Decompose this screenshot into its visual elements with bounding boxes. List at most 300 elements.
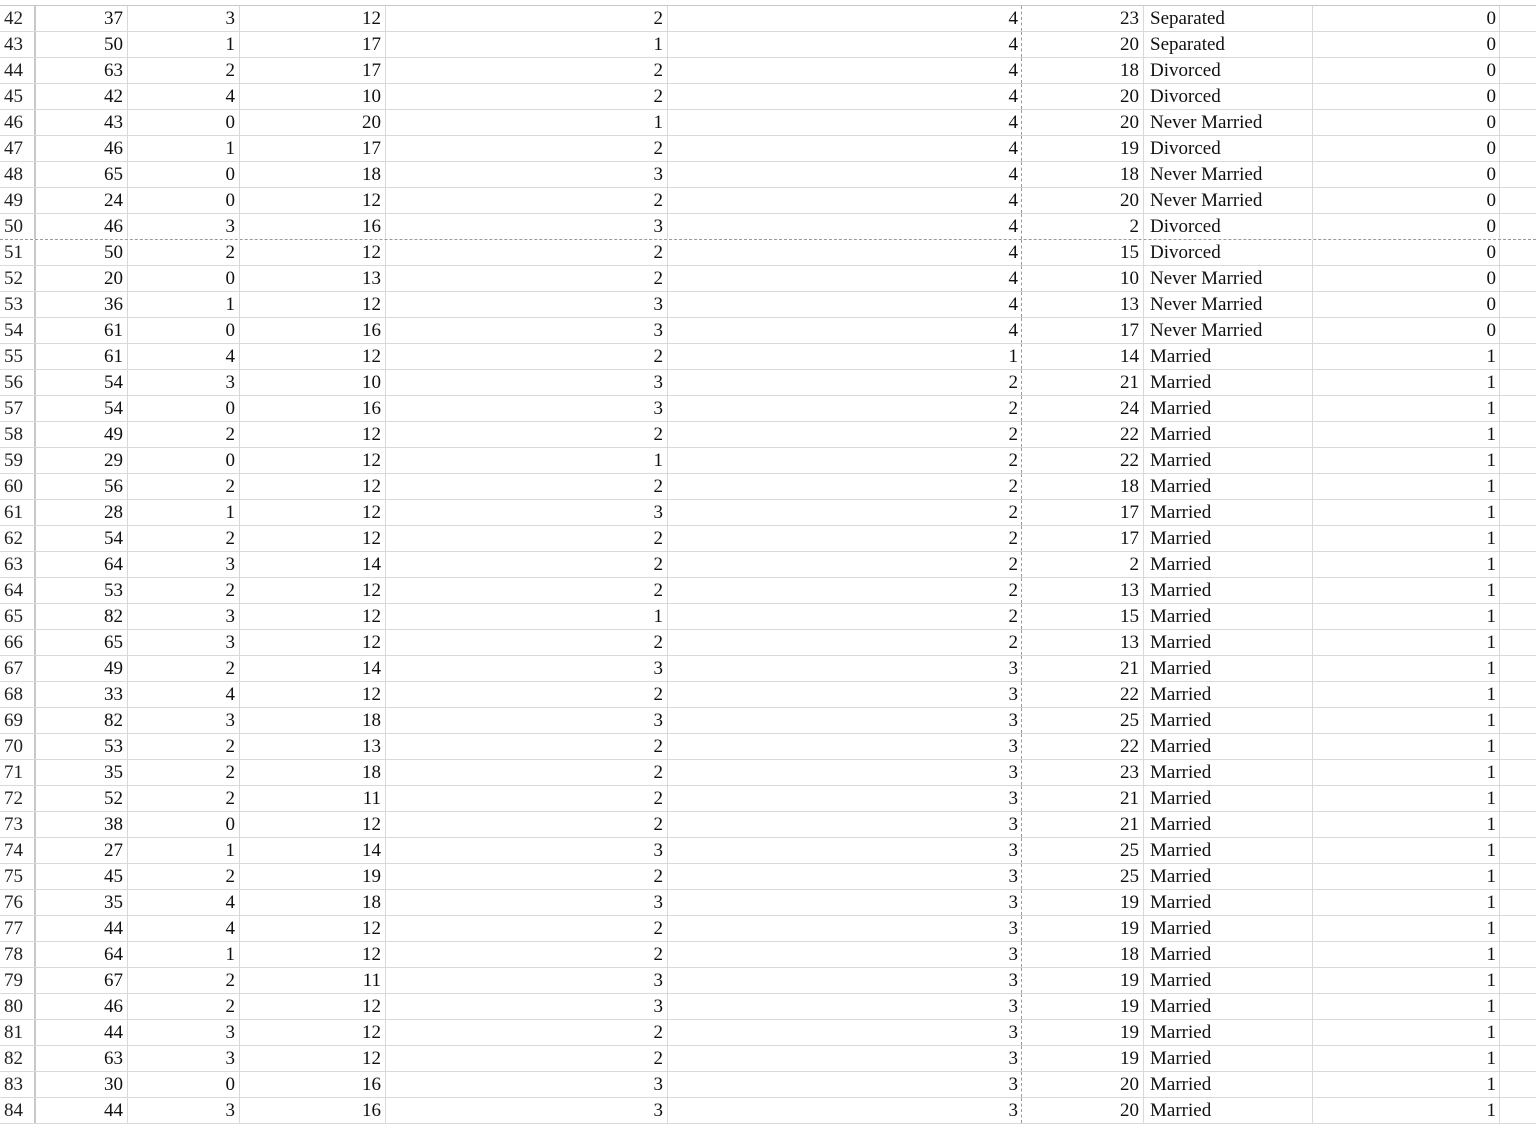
cell-col-b[interactable]: 3 [128,370,240,395]
cell-col-d[interactable]: 3 [386,1098,668,1123]
cell-col-d[interactable]: 2 [386,266,668,291]
cell-col-f[interactable]: 23 [1022,6,1144,31]
row-number-header[interactable]: 83 [0,1072,36,1097]
cell-col-f[interactable]: 15 [1022,604,1144,629]
cell-col-b[interactable]: 1 [128,838,240,863]
cell-col-e[interactable]: 3 [668,1046,1022,1071]
cell-col-b[interactable]: 3 [128,6,240,31]
row-number-header[interactable]: 70 [0,734,36,759]
cell-col-f[interactable]: 13 [1022,292,1144,317]
cell-col-d[interactable]: 3 [386,162,668,187]
cell-col-b[interactable]: 2 [128,422,240,447]
cell-col-d[interactable]: 3 [386,214,668,239]
row-number-header[interactable]: 75 [0,864,36,889]
cell-col-d[interactable]: 3 [386,838,668,863]
cell-col-e[interactable]: 3 [668,812,1022,837]
cell-col-c[interactable]: 18 [240,708,386,733]
cell-col-f[interactable]: 20 [1022,32,1144,57]
cell-col-b[interactable]: 3 [128,1020,240,1045]
cell-col-g[interactable]: Never Married [1144,162,1313,187]
cell-col-a[interactable]: 35 [36,890,128,915]
cell-col-h[interactable]: 1 [1313,786,1500,811]
cell-col-i[interactable] [1500,474,1536,499]
cell-col-g[interactable]: Married [1144,1098,1313,1123]
cell-col-c[interactable]: 18 [240,890,386,915]
cell-col-f[interactable]: 22 [1022,422,1144,447]
cell-col-d[interactable]: 3 [386,318,668,343]
cell-col-d[interactable]: 3 [386,994,668,1019]
cell-col-h[interactable]: 1 [1313,838,1500,863]
cell-col-g[interactable]: Married [1144,474,1313,499]
cell-col-f[interactable]: 20 [1022,1098,1144,1123]
cell-col-i[interactable] [1500,916,1536,941]
cell-col-h[interactable]: 0 [1313,162,1500,187]
cell-col-c[interactable]: 16 [240,318,386,343]
cell-col-c[interactable]: 10 [240,84,386,109]
cell-col-b[interactable]: 3 [128,1098,240,1123]
cell-col-e[interactable]: 3 [668,786,1022,811]
cell-col-b[interactable]: 3 [128,604,240,629]
cell-col-g[interactable]: Married [1144,916,1313,941]
cell-col-d[interactable]: 2 [386,578,668,603]
cell-col-b[interactable]: 2 [128,578,240,603]
cell-col-e[interactable]: 4 [668,6,1022,31]
cell-col-g[interactable]: Never Married [1144,292,1313,317]
cell-col-e[interactable]: 4 [668,84,1022,109]
cell-col-f[interactable]: 13 [1022,630,1144,655]
cell-col-h[interactable]: 0 [1313,32,1500,57]
row-number-header[interactable]: 73 [0,812,36,837]
cell-col-h[interactable]: 1 [1313,968,1500,993]
cell-col-h[interactable]: 1 [1313,344,1500,369]
cell-col-a[interactable]: 46 [36,994,128,1019]
cell-col-h[interactable]: 1 [1313,656,1500,681]
row-number-header[interactable]: 63 [0,552,36,577]
cell-col-f[interactable]: 19 [1022,1020,1144,1045]
cell-col-e[interactable]: 3 [668,968,1022,993]
cell-col-g[interactable]: Married [1144,786,1313,811]
cell-col-h[interactable]: 0 [1313,214,1500,239]
cell-col-d[interactable]: 2 [386,188,668,213]
cell-col-b[interactable]: 0 [128,396,240,421]
row-number-header[interactable]: 58 [0,422,36,447]
cell-col-h[interactable]: 1 [1313,448,1500,473]
cell-col-e[interactable]: 2 [668,422,1022,447]
cell-col-h[interactable]: 1 [1313,890,1500,915]
cell-col-f[interactable]: 2 [1022,214,1144,239]
row-number-header[interactable]: 71 [0,760,36,785]
cell-col-h[interactable]: 0 [1313,6,1500,31]
cell-col-c[interactable]: 16 [240,1072,386,1097]
cell-col-a[interactable]: 63 [36,1046,128,1071]
cell-col-h[interactable]: 1 [1313,370,1500,395]
cell-col-a[interactable]: 30 [36,1072,128,1097]
cell-col-h[interactable]: 1 [1313,500,1500,525]
cell-col-g[interactable]: Separated [1144,6,1313,31]
cell-col-e[interactable]: 4 [668,136,1022,161]
cell-col-a[interactable]: 65 [36,162,128,187]
cell-col-f[interactable]: 25 [1022,838,1144,863]
cell-col-g[interactable]: Never Married [1144,110,1313,135]
row-number-header[interactable]: 50 [0,214,36,239]
cell-col-h[interactable]: 1 [1313,1072,1500,1097]
cell-col-h[interactable]: 1 [1313,1046,1500,1071]
cell-col-e[interactable]: 3 [668,1098,1022,1123]
cell-col-b[interactable]: 0 [128,188,240,213]
cell-col-i[interactable] [1500,812,1536,837]
cell-col-a[interactable]: 65 [36,630,128,655]
cell-col-a[interactable]: 37 [36,6,128,31]
cell-col-d[interactable]: 3 [386,708,668,733]
cell-col-e[interactable]: 4 [668,188,1022,213]
cell-col-h[interactable]: 0 [1313,292,1500,317]
cell-col-f[interactable]: 20 [1022,1072,1144,1097]
cell-col-i[interactable] [1500,760,1536,785]
cell-col-g[interactable]: Never Married [1144,318,1313,343]
cell-col-g[interactable]: Married [1144,526,1313,551]
cell-col-a[interactable]: 44 [36,1098,128,1123]
cell-col-h[interactable]: 0 [1313,84,1500,109]
cell-col-i[interactable] [1500,994,1536,1019]
row-number-header[interactable]: 53 [0,292,36,317]
cell-col-b[interactable]: 2 [128,240,240,265]
cell-col-g[interactable]: Married [1144,500,1313,525]
cell-col-i[interactable] [1500,240,1536,265]
cell-col-d[interactable]: 2 [386,812,668,837]
cell-col-a[interactable]: 63 [36,58,128,83]
row-number-header[interactable]: 72 [0,786,36,811]
cell-col-a[interactable]: 53 [36,734,128,759]
cell-col-a[interactable]: 50 [36,240,128,265]
cell-col-f[interactable]: 20 [1022,84,1144,109]
cell-col-d[interactable]: 1 [386,32,668,57]
cell-col-b[interactable]: 0 [128,318,240,343]
cell-col-h[interactable]: 1 [1313,734,1500,759]
cell-col-c[interactable]: 12 [240,292,386,317]
cell-col-b[interactable]: 2 [128,656,240,681]
cell-col-b[interactable]: 2 [128,734,240,759]
cell-col-e[interactable]: 4 [668,32,1022,57]
row-number-header[interactable]: 65 [0,604,36,629]
cell-col-c[interactable]: 13 [240,266,386,291]
cell-col-f[interactable]: 19 [1022,890,1144,915]
cell-col-b[interactable]: 2 [128,760,240,785]
cell-col-d[interactable]: 2 [386,864,668,889]
cell-col-i[interactable] [1500,84,1536,109]
cell-col-a[interactable]: 29 [36,448,128,473]
cell-col-b[interactable]: 3 [128,708,240,733]
cell-col-e[interactable]: 4 [668,292,1022,317]
cell-col-h[interactable]: 1 [1313,1020,1500,1045]
cell-col-c[interactable]: 19 [240,864,386,889]
cell-col-c[interactable]: 12 [240,188,386,213]
row-number-header[interactable]: 62 [0,526,36,551]
cell-col-i[interactable] [1500,942,1536,967]
cell-col-a[interactable]: 28 [36,500,128,525]
cell-col-c[interactable]: 12 [240,526,386,551]
cell-col-f[interactable]: 23 [1022,760,1144,785]
cell-col-c[interactable]: 11 [240,786,386,811]
cell-col-g[interactable]: Married [1144,1020,1313,1045]
cell-col-e[interactable]: 3 [668,994,1022,1019]
cell-col-e[interactable]: 3 [668,734,1022,759]
cell-col-b[interactable]: 1 [128,32,240,57]
cell-col-e[interactable]: 4 [668,318,1022,343]
cell-col-d[interactable]: 2 [386,474,668,499]
row-number-header[interactable]: 82 [0,1046,36,1071]
cell-col-f[interactable]: 19 [1022,968,1144,993]
cell-col-h[interactable]: 0 [1313,318,1500,343]
cell-col-e[interactable]: 4 [668,162,1022,187]
cell-col-a[interactable]: 49 [36,656,128,681]
row-number-header[interactable]: 57 [0,396,36,421]
cell-col-a[interactable]: 53 [36,578,128,603]
cell-col-c[interactable]: 12 [240,6,386,31]
cell-col-e[interactable]: 4 [668,240,1022,265]
cell-col-g[interactable]: Married [1144,890,1313,915]
cell-col-c[interactable]: 11 [240,968,386,993]
cell-col-i[interactable] [1500,422,1536,447]
cell-col-g[interactable]: Divorced [1144,214,1313,239]
cell-col-c[interactable]: 14 [240,552,386,577]
cell-col-d[interactable]: 1 [386,110,668,135]
cell-col-e[interactable]: 3 [668,890,1022,915]
cell-col-h[interactable]: 1 [1313,552,1500,577]
cell-col-e[interactable]: 1 [668,344,1022,369]
cell-col-i[interactable] [1500,344,1536,369]
cell-col-c[interactable]: 17 [240,32,386,57]
cell-col-e[interactable]: 2 [668,500,1022,525]
cell-col-e[interactable]: 2 [668,552,1022,577]
cell-col-b[interactable]: 4 [128,344,240,369]
row-number-header[interactable]: 47 [0,136,36,161]
cell-col-d[interactable]: 2 [386,786,668,811]
cell-col-b[interactable]: 4 [128,84,240,109]
cell-col-g[interactable]: Married [1144,994,1313,1019]
cell-col-c[interactable]: 20 [240,110,386,135]
cell-col-d[interactable]: 2 [386,6,668,31]
cell-col-e[interactable]: 2 [668,448,1022,473]
cell-col-a[interactable]: 33 [36,682,128,707]
cell-col-c[interactable]: 12 [240,578,386,603]
cell-col-c[interactable]: 13 [240,734,386,759]
cell-col-h[interactable]: 0 [1313,110,1500,135]
cell-col-f[interactable]: 22 [1022,448,1144,473]
cell-col-b[interactable]: 4 [128,890,240,915]
cell-col-g[interactable]: Married [1144,422,1313,447]
cell-col-a[interactable]: 54 [36,396,128,421]
row-number-header[interactable]: 48 [0,162,36,187]
cell-col-g[interactable]: Never Married [1144,188,1313,213]
cell-col-f[interactable]: 19 [1022,916,1144,941]
row-number-header[interactable]: 45 [0,84,36,109]
row-number-header[interactable]: 44 [0,58,36,83]
cell-col-f[interactable]: 15 [1022,240,1144,265]
cell-col-c[interactable]: 12 [240,500,386,525]
cell-col-g[interactable]: Married [1144,838,1313,863]
cell-col-c[interactable]: 12 [240,812,386,837]
cell-col-e[interactable]: 2 [668,474,1022,499]
cell-col-c[interactable]: 12 [240,240,386,265]
cell-col-f[interactable]: 17 [1022,318,1144,343]
cell-col-i[interactable] [1500,1098,1536,1123]
row-number-header[interactable]: 79 [0,968,36,993]
cell-col-h[interactable]: 0 [1313,240,1500,265]
cell-col-e[interactable]: 3 [668,760,1022,785]
cell-col-f[interactable]: 19 [1022,994,1144,1019]
cell-col-i[interactable] [1500,1020,1536,1045]
cell-col-e[interactable]: 4 [668,110,1022,135]
cell-col-e[interactable]: 2 [668,630,1022,655]
cell-col-h[interactable]: 1 [1313,422,1500,447]
cell-col-f[interactable]: 20 [1022,188,1144,213]
cell-col-g[interactable]: Separated [1144,32,1313,57]
cell-col-d[interactable]: 3 [386,1072,668,1097]
cell-col-f[interactable]: 18 [1022,58,1144,83]
cell-col-a[interactable]: 64 [36,942,128,967]
cell-col-i[interactable] [1500,266,1536,291]
row-number-header[interactable]: 84 [0,1098,36,1123]
cell-col-d[interactable]: 2 [386,1046,668,1071]
cell-col-d[interactable]: 2 [386,734,668,759]
cell-col-i[interactable] [1500,552,1536,577]
cell-col-g[interactable]: Married [1144,396,1313,421]
cell-col-e[interactable]: 3 [668,942,1022,967]
cell-col-c[interactable]: 12 [240,344,386,369]
cell-col-h[interactable]: 1 [1313,578,1500,603]
cell-col-e[interactable]: 3 [668,1072,1022,1097]
cell-col-d[interactable]: 1 [386,448,668,473]
cell-col-g[interactable]: Divorced [1144,84,1313,109]
cell-col-f[interactable]: 2 [1022,552,1144,577]
cell-col-b[interactable]: 3 [128,1046,240,1071]
cell-col-g[interactable]: Married [1144,734,1313,759]
cell-col-h[interactable]: 1 [1313,812,1500,837]
row-number-header[interactable]: 64 [0,578,36,603]
cell-col-a[interactable]: 49 [36,422,128,447]
cell-col-i[interactable] [1500,396,1536,421]
row-number-header[interactable]: 76 [0,890,36,915]
cell-col-c[interactable]: 12 [240,994,386,1019]
cell-col-f[interactable]: 19 [1022,1046,1144,1071]
cell-col-i[interactable] [1500,500,1536,525]
row-number-header[interactable]: 69 [0,708,36,733]
cell-col-d[interactable]: 2 [386,422,668,447]
cell-col-h[interactable]: 1 [1313,682,1500,707]
cell-col-d[interactable]: 2 [386,630,668,655]
cell-col-g[interactable]: Married [1144,1046,1313,1071]
cell-col-i[interactable] [1500,214,1536,239]
cell-col-g[interactable]: Married [1144,656,1313,681]
cell-col-b[interactable]: 2 [128,994,240,1019]
cell-col-i[interactable] [1500,292,1536,317]
cell-col-c[interactable]: 18 [240,162,386,187]
cell-col-e[interactable]: 2 [668,370,1022,395]
cell-col-h[interactable]: 1 [1313,1098,1500,1123]
cell-col-i[interactable] [1500,162,1536,187]
row-number-header[interactable]: 68 [0,682,36,707]
cell-col-g[interactable]: Divorced [1144,240,1313,265]
cell-col-a[interactable]: 61 [36,318,128,343]
cell-col-c[interactable]: 12 [240,448,386,473]
cell-col-d[interactable]: 2 [386,682,668,707]
cell-col-g[interactable]: Married [1144,448,1313,473]
row-number-header[interactable]: 51 [0,240,36,265]
cell-col-e[interactable]: 3 [668,916,1022,941]
cell-col-b[interactable]: 0 [128,1072,240,1097]
cell-col-d[interactable]: 3 [386,500,668,525]
cell-col-f[interactable]: 24 [1022,396,1144,421]
cell-col-f[interactable]: 22 [1022,682,1144,707]
cell-col-c[interactable]: 17 [240,58,386,83]
cell-col-i[interactable] [1500,682,1536,707]
cell-col-f[interactable]: 19 [1022,136,1144,161]
row-number-header[interactable]: 54 [0,318,36,343]
cell-col-h[interactable]: 0 [1313,188,1500,213]
cell-col-d[interactable]: 2 [386,760,668,785]
cell-col-h[interactable]: 0 [1313,58,1500,83]
cell-col-f[interactable]: 21 [1022,786,1144,811]
row-number-header[interactable]: 49 [0,188,36,213]
cell-col-c[interactable]: 12 [240,1020,386,1045]
cell-col-a[interactable]: 82 [36,604,128,629]
cell-col-f[interactable]: 14 [1022,344,1144,369]
cell-col-b[interactable]: 2 [128,968,240,993]
cell-col-g[interactable]: Married [1144,344,1313,369]
cell-col-b[interactable]: 3 [128,630,240,655]
cell-col-h[interactable]: 1 [1313,526,1500,551]
cell-col-c[interactable]: 12 [240,916,386,941]
cell-col-d[interactable]: 2 [386,240,668,265]
cell-col-i[interactable] [1500,32,1536,57]
cell-col-d[interactable]: 3 [386,656,668,681]
cell-col-f[interactable]: 10 [1022,266,1144,291]
cell-col-e[interactable]: 3 [668,708,1022,733]
cell-col-a[interactable]: 46 [36,214,128,239]
cell-col-a[interactable]: 44 [36,1020,128,1045]
cell-col-e[interactable]: 3 [668,656,1022,681]
cell-col-g[interactable]: Married [1144,630,1313,655]
cell-col-g[interactable]: Married [1144,708,1313,733]
cell-col-f[interactable]: 25 [1022,708,1144,733]
cell-col-h[interactable]: 1 [1313,708,1500,733]
cell-col-a[interactable]: 45 [36,864,128,889]
row-number-header[interactable]: 42 [0,6,36,31]
cell-col-g[interactable]: Married [1144,604,1313,629]
row-number-header[interactable]: 52 [0,266,36,291]
cell-col-d[interactable]: 2 [386,1020,668,1045]
cell-col-c[interactable]: 12 [240,630,386,655]
cell-col-a[interactable]: 43 [36,110,128,135]
cell-col-b[interactable]: 0 [128,110,240,135]
cell-col-a[interactable]: 82 [36,708,128,733]
row-number-header[interactable]: 81 [0,1020,36,1045]
cell-col-f[interactable]: 18 [1022,474,1144,499]
cell-col-g[interactable]: Divorced [1144,58,1313,83]
cell-col-b[interactable]: 2 [128,864,240,889]
cell-col-h[interactable]: 1 [1313,604,1500,629]
cell-col-e[interactable]: 4 [668,214,1022,239]
cell-col-f[interactable]: 20 [1022,110,1144,135]
cell-col-g[interactable]: Married [1144,1072,1313,1097]
cell-col-b[interactable]: 0 [128,266,240,291]
cell-col-d[interactable]: 2 [386,58,668,83]
cell-col-g[interactable]: Married [1144,370,1313,395]
cell-col-i[interactable] [1500,604,1536,629]
cell-col-i[interactable] [1500,188,1536,213]
cell-col-a[interactable]: 36 [36,292,128,317]
cell-col-f[interactable]: 21 [1022,812,1144,837]
